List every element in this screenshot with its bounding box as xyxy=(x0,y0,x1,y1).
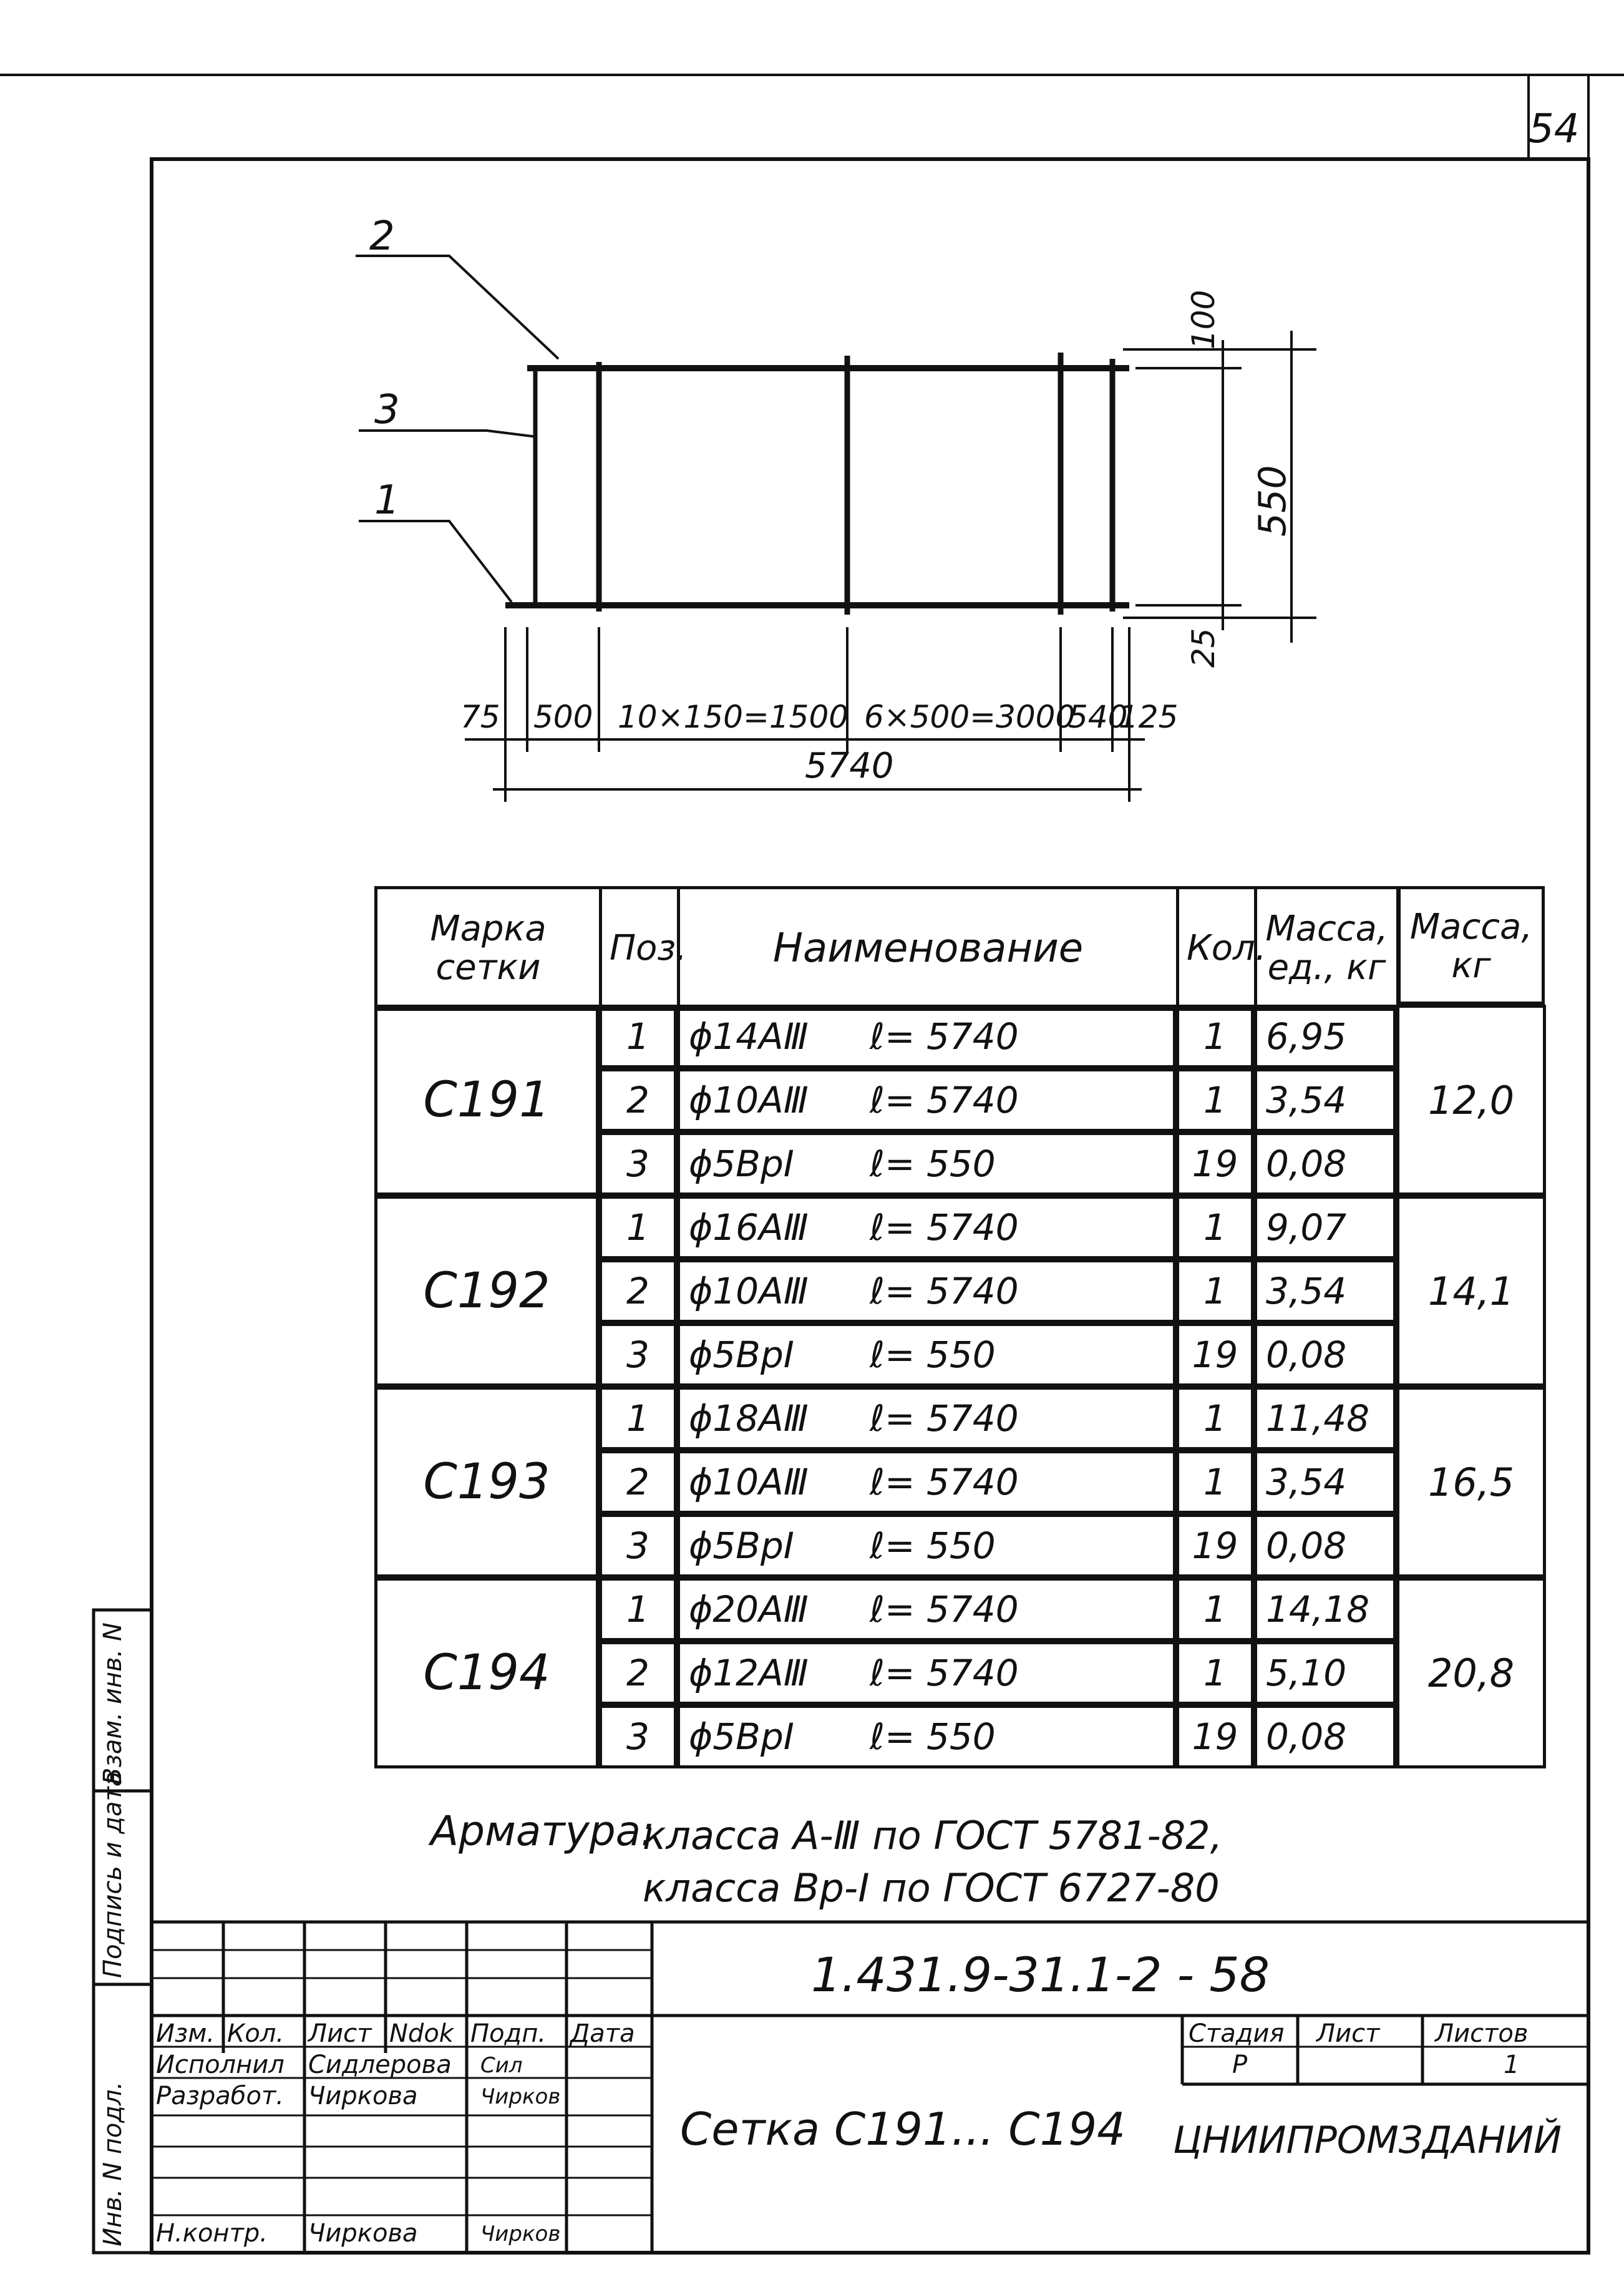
row-name xyxy=(677,1450,1176,1514)
row-pos: 1 xyxy=(599,1387,677,1450)
row-unit-mass: 3,54 xyxy=(1254,1068,1396,1132)
bar-length: ℓ= 5740 xyxy=(870,1461,1019,1503)
leader-2 xyxy=(356,256,558,359)
row-pos: 3 xyxy=(599,1132,677,1196)
row-qty: 1 xyxy=(1176,1450,1254,1514)
leader-1 xyxy=(359,521,512,602)
row-pos: 3 xyxy=(599,1323,677,1387)
name-developed: Чиркова xyxy=(308,2082,418,2110)
document-code: 1.431.9-31.1-2 - 58 xyxy=(811,1947,1270,2002)
bar-spec: ϕ16AⅢ xyxy=(689,1206,809,1249)
row-qty: 19 xyxy=(1176,1132,1254,1196)
bar-length: ℓ= 5740 xyxy=(870,1079,1019,1121)
bar-spec: ϕ5BpⅠ xyxy=(689,1143,794,1185)
row-unit-mass: 0,08 xyxy=(1254,1323,1396,1387)
stage-label: Стадия xyxy=(1189,2019,1285,2048)
notes-label: Арматура: xyxy=(430,1807,655,1855)
row-qty: 19 xyxy=(1176,1514,1254,1577)
bar-spec: ϕ5BpⅠ xyxy=(689,1334,794,1376)
row-pos: 3 xyxy=(599,1514,677,1577)
specification-table xyxy=(374,886,1399,1011)
row-pos: 2 xyxy=(599,1450,677,1514)
header-mark: Марка сетки xyxy=(376,888,601,1010)
row-unit-mass: 9,07 xyxy=(1254,1196,1396,1259)
row-name xyxy=(677,1005,1176,1068)
mesh-mark: С194 xyxy=(374,1577,599,1768)
bar-spec: ϕ5BpⅠ xyxy=(689,1715,794,1758)
row-pos: 3 xyxy=(599,1705,677,1768)
signature-executed: Сил xyxy=(480,2053,523,2078)
row-qty: 1 xyxy=(1176,1387,1254,1450)
name-norm-control: Чиркова xyxy=(308,2219,418,2248)
col-kol: Кол. xyxy=(227,2019,284,2048)
overall-dimension-label: 5740 xyxy=(805,746,894,786)
row-name xyxy=(677,1387,1176,1450)
dimension-label: 75 xyxy=(460,699,500,735)
bar-length: ℓ= 5740 xyxy=(870,1588,1019,1631)
row-name xyxy=(677,1323,1176,1387)
row-unit-mass: 0,08 xyxy=(1254,1132,1396,1196)
row-qty: 19 xyxy=(1176,1705,1254,1768)
role-norm-control: Н.контр. xyxy=(156,2219,268,2248)
bar-length: ℓ= 5740 xyxy=(870,1015,1019,1058)
row-name xyxy=(677,1577,1176,1641)
bar-spec: ϕ20AⅢ xyxy=(689,1588,809,1631)
row-unit-mass: 6,95 xyxy=(1254,1005,1396,1068)
row-name xyxy=(677,1641,1176,1705)
header-name: Наименование xyxy=(679,888,1178,1010)
bar-spec: ϕ14AⅢ xyxy=(689,1015,809,1058)
row-qty: 19 xyxy=(1176,1323,1254,1387)
sheet-number: 54 xyxy=(1529,106,1580,152)
col-izm: Изм. xyxy=(156,2019,215,2048)
dimension-label: 125 xyxy=(1119,699,1179,735)
row-pos: 2 xyxy=(599,1641,677,1705)
notes-text xyxy=(643,1810,1222,1914)
dimension-label-right-height: 550 xyxy=(1251,465,1295,537)
dimension-label-right-top: 100 xyxy=(1185,290,1222,349)
row-pos: 1 xyxy=(599,1005,677,1068)
role-executed: Исполнил xyxy=(156,2050,284,2079)
organization-name: ЦНИИПРОМЗДАНИЙ xyxy=(1173,2119,1562,2162)
row-name xyxy=(677,1514,1176,1577)
mesh-mark: С191 xyxy=(374,1005,599,1196)
signature-developed: Чирков xyxy=(480,2084,561,2109)
row-qty: 1 xyxy=(1176,1577,1254,1641)
bar-spec: ϕ10AⅢ xyxy=(689,1079,809,1121)
row-pos: 1 xyxy=(599,1196,677,1259)
row-qty: 1 xyxy=(1176,1259,1254,1323)
header-qty: Кол. xyxy=(1178,888,1256,1010)
header-unit-mass: Масса, ед., кг xyxy=(1256,888,1398,1010)
dimension-label: 540 xyxy=(1068,699,1128,735)
group-mass: 20,8 xyxy=(1396,1577,1546,1768)
bar-length: ℓ= 5740 xyxy=(870,1206,1019,1249)
name-executed: Сидлерова xyxy=(308,2050,452,2079)
col-podp: Подп. xyxy=(470,2019,547,2048)
row-pos: 2 xyxy=(599,1068,677,1132)
stage-value: Р xyxy=(1232,2050,1248,2079)
role-developed: Разработ. xyxy=(156,2082,284,2110)
dimension-label-right-bottom: 25 xyxy=(1185,628,1222,668)
row-pos: 2 xyxy=(599,1259,677,1323)
mesh-mark: С192 xyxy=(374,1196,599,1387)
document-title: Сетка С191... С194 xyxy=(680,2103,1126,2155)
notes-line-2: класса Вр-Ⅰ по ГОСТ 6727-80 xyxy=(643,1865,1220,1911)
row-unit-mass: 14,18 xyxy=(1254,1577,1396,1641)
row-name xyxy=(677,1132,1176,1196)
group-mass: 12,0 xyxy=(1396,1005,1546,1196)
bar-spec: ϕ10AⅢ xyxy=(689,1461,809,1503)
col-ndok: Ndok xyxy=(389,2019,454,2048)
row-qty: 1 xyxy=(1176,1641,1254,1705)
col-list: Лист xyxy=(308,2019,372,2048)
col-data: Дата xyxy=(570,2019,635,2048)
sheets-label: Листов xyxy=(1435,2019,1529,2048)
row-qty: 1 xyxy=(1176,1068,1254,1132)
row-qty: 1 xyxy=(1176,1196,1254,1259)
row-unit-mass: 5,10 xyxy=(1254,1641,1396,1705)
bar-length: ℓ= 550 xyxy=(870,1143,996,1185)
group-mass: 14,1 xyxy=(1396,1196,1546,1387)
row-name xyxy=(677,1259,1176,1323)
row-unit-mass: 0,08 xyxy=(1254,1705,1396,1768)
header-mass: Масса, кг xyxy=(1398,886,1545,1005)
table-header-row xyxy=(376,888,1398,1010)
row-unit-mass: 3,54 xyxy=(1254,1450,1396,1514)
signature-norm-control: Чирков xyxy=(480,2221,561,2246)
row-unit-mass: 11,48 xyxy=(1254,1387,1396,1450)
sheet-label: Лист xyxy=(1316,2019,1380,2048)
row-name xyxy=(677,1196,1176,1259)
group-mass: 16,5 xyxy=(1396,1387,1546,1577)
row-qty: 1 xyxy=(1176,1005,1254,1068)
dimension-label: 500 xyxy=(533,699,593,735)
bar-spec: ϕ5BpⅠ xyxy=(689,1524,794,1567)
bar-length: ℓ= 550 xyxy=(870,1334,996,1376)
position-label-1: 1 xyxy=(374,477,400,524)
row-pos: 1 xyxy=(599,1577,677,1641)
bar-length: ℓ= 550 xyxy=(870,1524,996,1567)
bar-spec: ϕ18AⅢ xyxy=(689,1397,809,1440)
bar-length: ℓ= 5740 xyxy=(870,1652,1019,1694)
position-label-3: 3 xyxy=(374,387,400,433)
bar-length: ℓ= 550 xyxy=(870,1715,996,1758)
row-unit-mass: 0,08 xyxy=(1254,1514,1396,1577)
header-pos: Поз. xyxy=(601,888,679,1010)
row-unit-mass: 3,54 xyxy=(1254,1259,1396,1323)
bar-spec: ϕ12AⅢ xyxy=(689,1652,809,1694)
dimension-label: 10×150=1500 xyxy=(618,699,849,735)
position-label-2: 2 xyxy=(369,213,395,260)
mesh-mark: С193 xyxy=(374,1387,599,1577)
side-stamp-sign-date: Подпись и дата xyxy=(99,1771,127,1978)
bar-spec: ϕ10AⅢ xyxy=(689,1270,809,1312)
dimension-label: 6×500=3000 xyxy=(864,699,1076,735)
bar-length: ℓ= 5740 xyxy=(870,1270,1019,1312)
side-stamp-inv-orig: Инв. N подл. xyxy=(99,2081,127,2246)
bar-length: ℓ= 5740 xyxy=(870,1397,1019,1440)
notes-line-1: класса А-Ⅲ по ГОСТ 5781-82, xyxy=(643,1813,1223,1858)
sheets-value: 1 xyxy=(1504,2050,1520,2079)
side-stamp-replace-inv: Взам. инв. N xyxy=(99,1622,127,1785)
row-name xyxy=(677,1705,1176,1768)
row-name xyxy=(677,1068,1176,1132)
